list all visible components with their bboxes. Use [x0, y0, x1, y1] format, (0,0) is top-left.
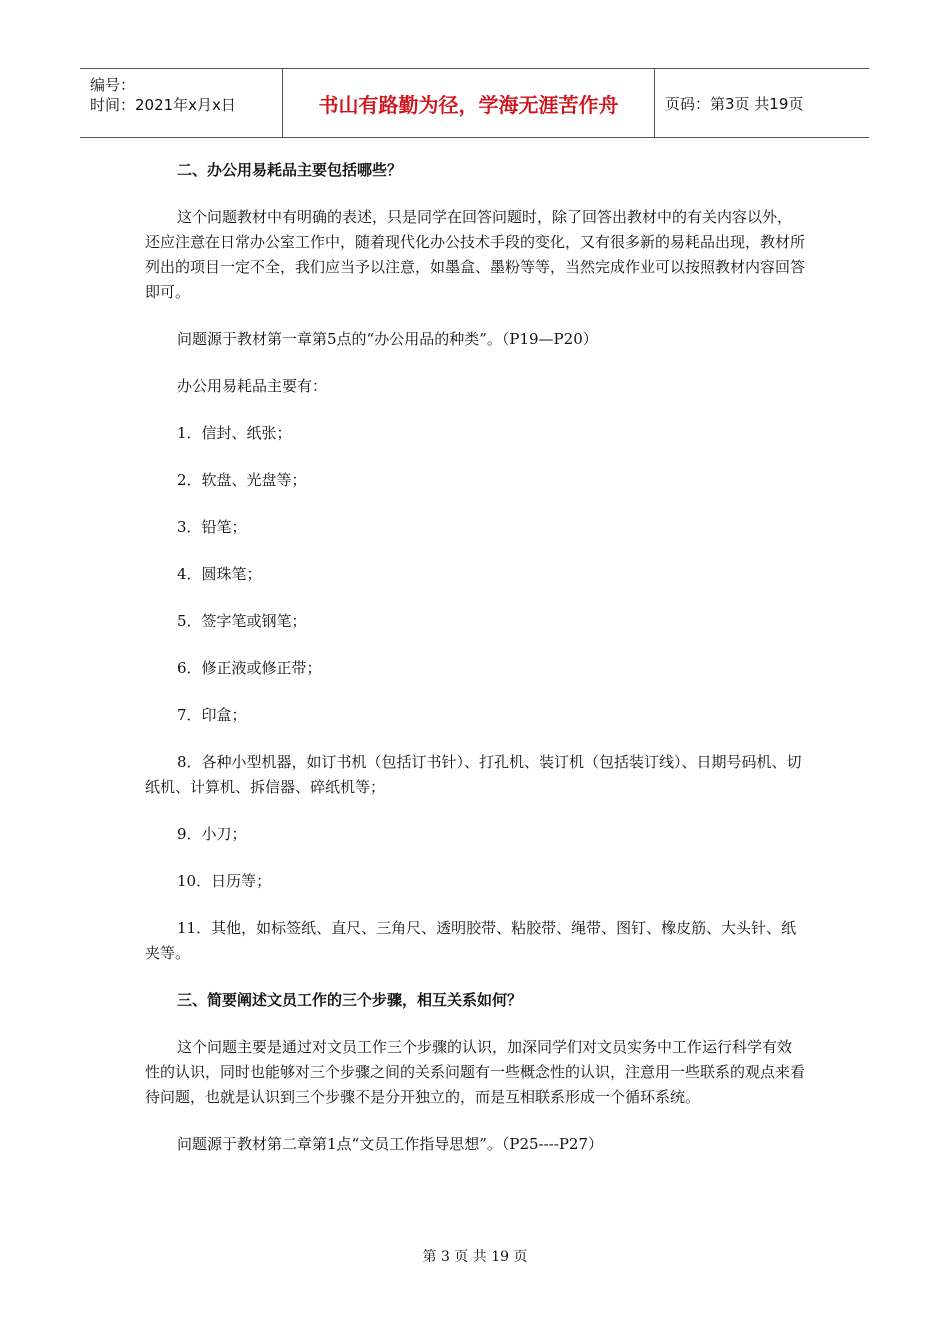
number-label: 编号：	[90, 76, 136, 94]
list-intro: 办公用易耗品主要有：	[177, 377, 328, 395]
header-page-info: 页码：第3页 共19页	[665, 94, 804, 113]
list-item: 5．签字笔或钢笔；	[177, 612, 307, 630]
page-footer: 第 3 页 共 19 页	[422, 1249, 528, 1265]
list-item: 11．其他，如标签纸、直尺、三角尺、透明胶带、粘胶带、绳带、图钉、橡皮筋、大头针、纸夹等。	[145, 919, 797, 962]
paragraph-2: 这个问题主要是通过对文员工作三个步骤的认识，加深同学们对文员实务中工作运行科学有效性的认识，同时也能够对三个步骤之间的关系问题有一些概念性的认识，注意用一些联系的观点来看待问题，也就是认识到三个步骤不是分开独立的，而是互相联系形成一个循环系统。	[145, 1038, 806, 1106]
list-item: 9．小刀；	[177, 825, 247, 843]
list-item: 8．各种小型机器，如订书机（包括订书针）、打孔机、装订机（包括装订线）、日期号码机、切纸机、计算机、拆信器、碎纸机等；	[145, 753, 802, 796]
header-meta	[80, 69, 283, 137]
document-body	[145, 150, 805, 1157]
list-item: 1．信封、纸张；	[177, 424, 292, 442]
paragraph-1: 这个问题教材中有明确的表述，只是同学在回答问题时，除了回答出教材中的有关内容以外，还应注意在日常办公室工作中，随着现代化办公技术手段的变化，又有很多新的易耗品出现，教材所列出的项目一定不全，我们应当予以注意，如墨盒、墨粉等等，当然完成作业可以按照教材内容回答即可。	[145, 208, 806, 301]
source-note-1: 问题源于教材第一章第5点的“办公用品的种类”。（P19—P20）	[177, 330, 598, 348]
list-item: 2．软盘、光盘等；	[177, 471, 307, 489]
page-header	[80, 68, 869, 138]
list-item: 6．修正液或修正带；	[177, 659, 322, 677]
header-motto: 书山有路勤为径，学海无涯苦作舟	[283, 69, 655, 137]
section-heading-2: 二、办公用易耗品主要包括哪些？	[177, 161, 403, 179]
section-heading-3: 三、简要阐述文员工作的三个步骤，相互关系如何？	[177, 991, 523, 1009]
list-item: 7．印盒；	[177, 706, 247, 724]
list-item: 3．铅笔；	[177, 518, 247, 536]
list-item: 4．圆珠笔；	[177, 565, 262, 583]
list-item: 10．日历等；	[177, 872, 272, 890]
time-label: 时间：2021年x月x日	[90, 96, 236, 114]
source-note-2: 问题源于教材第二章第1点“文员工作指导思想”。（P25----P27）	[177, 1135, 604, 1153]
